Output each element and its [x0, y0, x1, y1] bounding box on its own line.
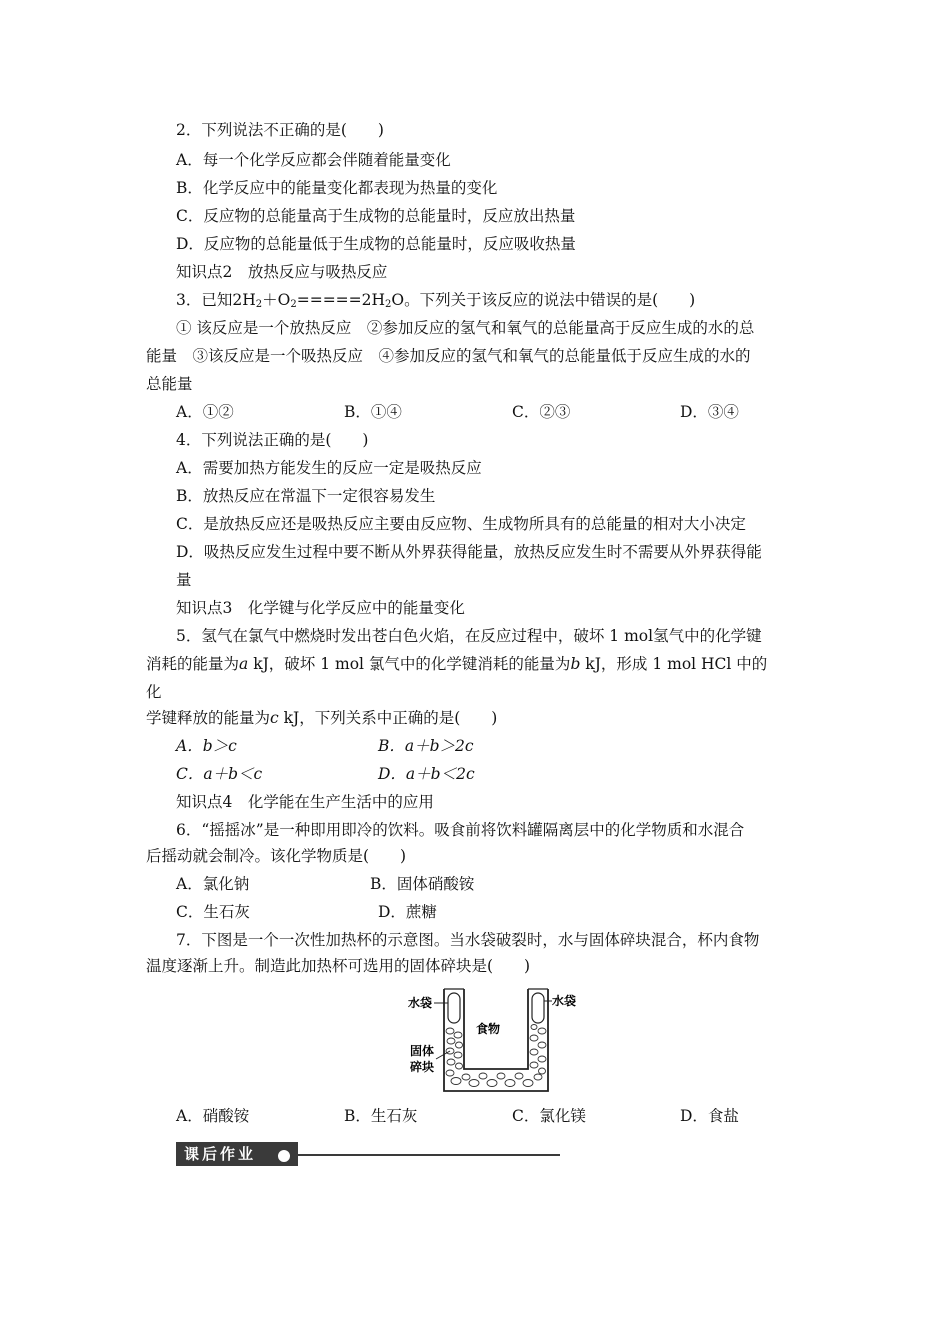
q4-stem: 4．下列说法正确的是( ): [176, 431, 369, 449]
label-solid-2: 碎块: [410, 1060, 435, 1074]
q4-option-c: C．是放热反应还是吸热反应主要由反应物、生成物所具有的总能量的相对大小决定: [176, 515, 746, 533]
q3-stem-part: ＋O: [262, 291, 291, 309]
q6-option-b: B．固体硝酸铵: [370, 875, 475, 893]
var-c: c: [270, 709, 279, 727]
q6-line-2: 后摇动就会制冷。该化学物质是( ): [146, 847, 407, 865]
q6-option-c: C．生石灰: [176, 903, 250, 921]
q4-option-a: A．需要加热方能发生的反应一定是吸热反应: [176, 459, 482, 477]
q3-option-b: B．①④: [344, 403, 402, 421]
q6-option-a: A．氯化钠: [176, 875, 250, 893]
label-water-bag-left: 水袋: [408, 996, 433, 1010]
q5-text: kJ，破坏 1 mol 氯气中的化学键消耗的能量为: [248, 655, 571, 673]
var-a: a: [239, 655, 249, 673]
q5-line-1: 5．氢气在氯气中燃烧时发出苍白色火焰，在反应过程中，破坏 1 mol氢气中的化学键: [176, 627, 762, 645]
q3-statement-line-1: ① 该反应是一个放热反应 ②参加反应的氢气和氧气的总能量高于反应生成的水的总: [176, 319, 755, 337]
q2-option-a: A．每一个化学反应都会伴随着能量变化: [176, 151, 451, 169]
q5-line-2: [146, 654, 767, 674]
q3-statement-line-3: 总能量: [146, 375, 193, 393]
label-solid-1: 固体: [410, 1044, 435, 1058]
q7-option-b: B．生石灰: [344, 1107, 418, 1125]
q2-option-b: B．化学反应中的能量变化都表现为热量的变化: [176, 179, 498, 197]
q5-text: kJ，下列关系中正确的是( ): [278, 709, 498, 727]
q7-option-c: C．氯化镁: [512, 1107, 586, 1125]
label-water-bag-right: 水袋: [552, 994, 577, 1008]
q5-line-4: [146, 708, 497, 728]
knowledge-point-3: 知识点3 化学键与化学反应中的能量变化: [176, 599, 465, 617]
section-banner: [176, 1138, 560, 1170]
subscript: 2: [255, 299, 263, 310]
subscript: 2: [290, 299, 297, 310]
q3-stem: [176, 290, 695, 315]
q3-stem-part: 3．已知2H: [176, 291, 256, 309]
banner-divider: [298, 1154, 560, 1156]
leader-line: [436, 1051, 450, 1059]
subscript: 2: [385, 299, 392, 310]
q4-option-b: B．放热反应在常温下一定很容易发生: [176, 487, 436, 505]
q3-statement-line-2: 能量 ③该反应是一个吸热反应 ④参加反应的氢气和氧气的总能量低于反应生成的水的: [146, 347, 751, 365]
q3-stem-part: =====2H: [296, 291, 386, 309]
q5-text: 消耗的能量为: [146, 655, 240, 673]
q5-text: kJ，形成 1 mol HCl 中的: [580, 655, 768, 673]
q7-option-d: D．食盐: [680, 1107, 739, 1125]
q2-stem: 2．下列说法不正确的是( ): [176, 121, 384, 139]
q3-option-d: D．③④: [680, 403, 739, 421]
q7-line-2: 温度逐渐上升。制造此加热杯可选用的固体碎块是( ): [146, 957, 531, 975]
q5-option-a: A．b＞c: [176, 737, 237, 755]
q5-option-c: C．a＋b＜c: [176, 765, 263, 783]
q6-option-d: D．蔗糖: [378, 903, 437, 921]
q2-option-c: C．反应物的总能量高于生成物的总能量时，反应放出热量: [176, 207, 576, 225]
q7-option-a: A．硝酸铵: [176, 1107, 250, 1125]
knowledge-point-4: 知识点4 化学能在生产生活中的应用: [176, 793, 434, 811]
water-bag-left: [448, 993, 460, 1023]
var-b: b: [570, 655, 581, 673]
q5-option-d: D．a＋b＜2c: [378, 765, 475, 783]
q4-option-d-cont: 量: [176, 571, 192, 589]
q5-text: 学键释放的能量为: [146, 709, 271, 727]
label-food: 食物: [476, 1022, 501, 1036]
banner-dot-icon: [276, 1148, 292, 1164]
q6-line-1: 6．“摇摇冰”是一种即用即冷的饮料。吸食前将饮料罐隔离层中的化学物质和水混合: [176, 821, 745, 839]
heating-cup-diagram: [404, 985, 584, 1095]
q3-option-a: A．①②: [176, 403, 234, 421]
q2-option-d: D．反应物的总能量低于生成物的总能量时，反应吸收热量: [176, 235, 576, 253]
q5-option-b: B．a＋b＞2c: [378, 737, 474, 755]
q3-option-c: C．②③: [512, 403, 571, 421]
q7-line-1: 7．下图是一个一次性加热杯的示意图。当水袋破裂时，水与固体碎块混合，杯内食物: [176, 931, 760, 949]
knowledge-point-2: 知识点2 放热反应与吸热反应: [176, 263, 388, 281]
q4-option-d: D．吸热反应发生过程中要不断从外界获得能量，放热反应发生时不需要从外界获得能: [176, 543, 762, 561]
q5-line-3: 化: [146, 683, 162, 701]
q3-stem-part: O。下列关于该反应的说法中错误的是( ): [391, 291, 696, 309]
section-banner-label: 课后作业: [176, 1142, 298, 1166]
water-bag-right: [532, 993, 544, 1023]
